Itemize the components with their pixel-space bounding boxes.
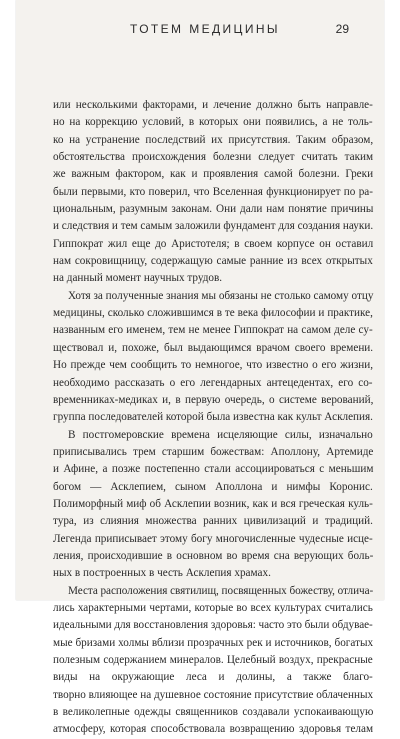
- text-line: и Афине, а позже постепенно стали ассоциироваться с меньшим: [53, 463, 374, 476]
- text-line: Хотя за полученные знания мы обязаны не столько самому отцу: [68, 289, 374, 302]
- text-line: или несколькими факторами, и лечение должно быть направле-: [53, 99, 373, 111]
- body-text: [53, 97, 373, 739]
- text-line: обстоятельства происхождения болезни следует считать таким: [53, 151, 374, 164]
- text-line: но на коррекцию условий, в которых они появились, а не толь-: [53, 116, 373, 129]
- text-line: виды на окружающие леса и долины, а также благо-: [53, 671, 373, 684]
- text-line: нам сокровищницу, содержащую самые ранние из всех открытых: [53, 255, 373, 268]
- text-line: ко на устранение последствий их присутствия. Таким образом,: [53, 133, 374, 146]
- text-line: мые бризами холмы вблизи прозрачных рек и источников, богатых: [53, 636, 374, 649]
- text-line: творно влияющее на душевное состояние присутствие облаченных: [53, 688, 374, 701]
- text-line: временниках-медиках и, в первую очередь, о системе верований,: [53, 393, 374, 406]
- text-line: полезным содержанием минералов. Целебный воздух, прекрасные: [53, 654, 373, 666]
- text-line: на данный момент научных трудов.: [53, 272, 223, 285]
- text-line: необходимо рассказать о его легендарных антецедентах, его со-: [53, 376, 373, 389]
- text-line: Места расположения святилищ, посвященных божеству, отлича-: [68, 584, 374, 597]
- text-line: В постгомеровские времена исцеляющие силы, изначально: [68, 428, 373, 441]
- text-line: в великолепные одежды священников создавали успокаивающую: [53, 706, 374, 719]
- text-line: группа последователей которой была известна как культ Асклепия.: [53, 411, 373, 424]
- text-line: Легенда приписывает этому богу многочисленные чудесные исце-: [53, 532, 373, 545]
- page-number: 29: [335, 22, 349, 36]
- text-line: приписывались трем старшим божествам: Аполлону, Артемиде: [53, 445, 374, 458]
- text-line: были первыми, кто поверил, что Вселенная функционирует по ра-: [53, 185, 373, 198]
- text-line: богом — Асклепием, сыном Аполлона и нимфы Коронис.: [53, 480, 373, 493]
- text-line: циональным, разумным законам. Они дали нам понятие причины: [53, 203, 374, 216]
- text-line: лись характерными чертами, которые во всех культурах считались: [53, 601, 373, 614]
- text-line: названным его именем, тем не менее Гиппократ на самом деле су-: [53, 324, 373, 337]
- text-line: ществовал и, похоже, был выдающимся врачом своего времени.: [53, 341, 374, 354]
- text-line: Полиморфный миф об Асклепии возник, как и вся греческая куль-: [53, 497, 373, 510]
- text-line: Гиппократ жил еще до Аристотеля; в своем корпусе он оставил: [53, 237, 374, 250]
- text-line: Но прежде чем сообщить то немногое, что известно о его жизни,: [53, 359, 374, 372]
- text-line: же важным фактором, как и проявления самой болезни. Греки: [53, 168, 374, 181]
- running-title: ТОТЕМ МЕДИЦИНЫ: [130, 22, 280, 36]
- text-line: и следствия и тем самым заложили фундамент для создания науки.: [53, 220, 374, 233]
- text-line: атмосферу, которая способствовала возвращению здоровья телам: [53, 723, 374, 736]
- text-line: идеальными для восстановления здоровья: часто это были обдувае-: [53, 619, 373, 632]
- text-line: ления, происходившие в основном во время сна верующих боль-: [53, 549, 374, 562]
- book-page: [16, 0, 384, 736]
- text-line: медицины, сколько сложившимся в те века философии и практике,: [53, 307, 373, 320]
- text-line: тура, из слияния множества ранних цивилизаций и традиций.: [53, 515, 373, 528]
- text-line: ных в построенных в честь Асклепия храмах.: [53, 567, 271, 580]
